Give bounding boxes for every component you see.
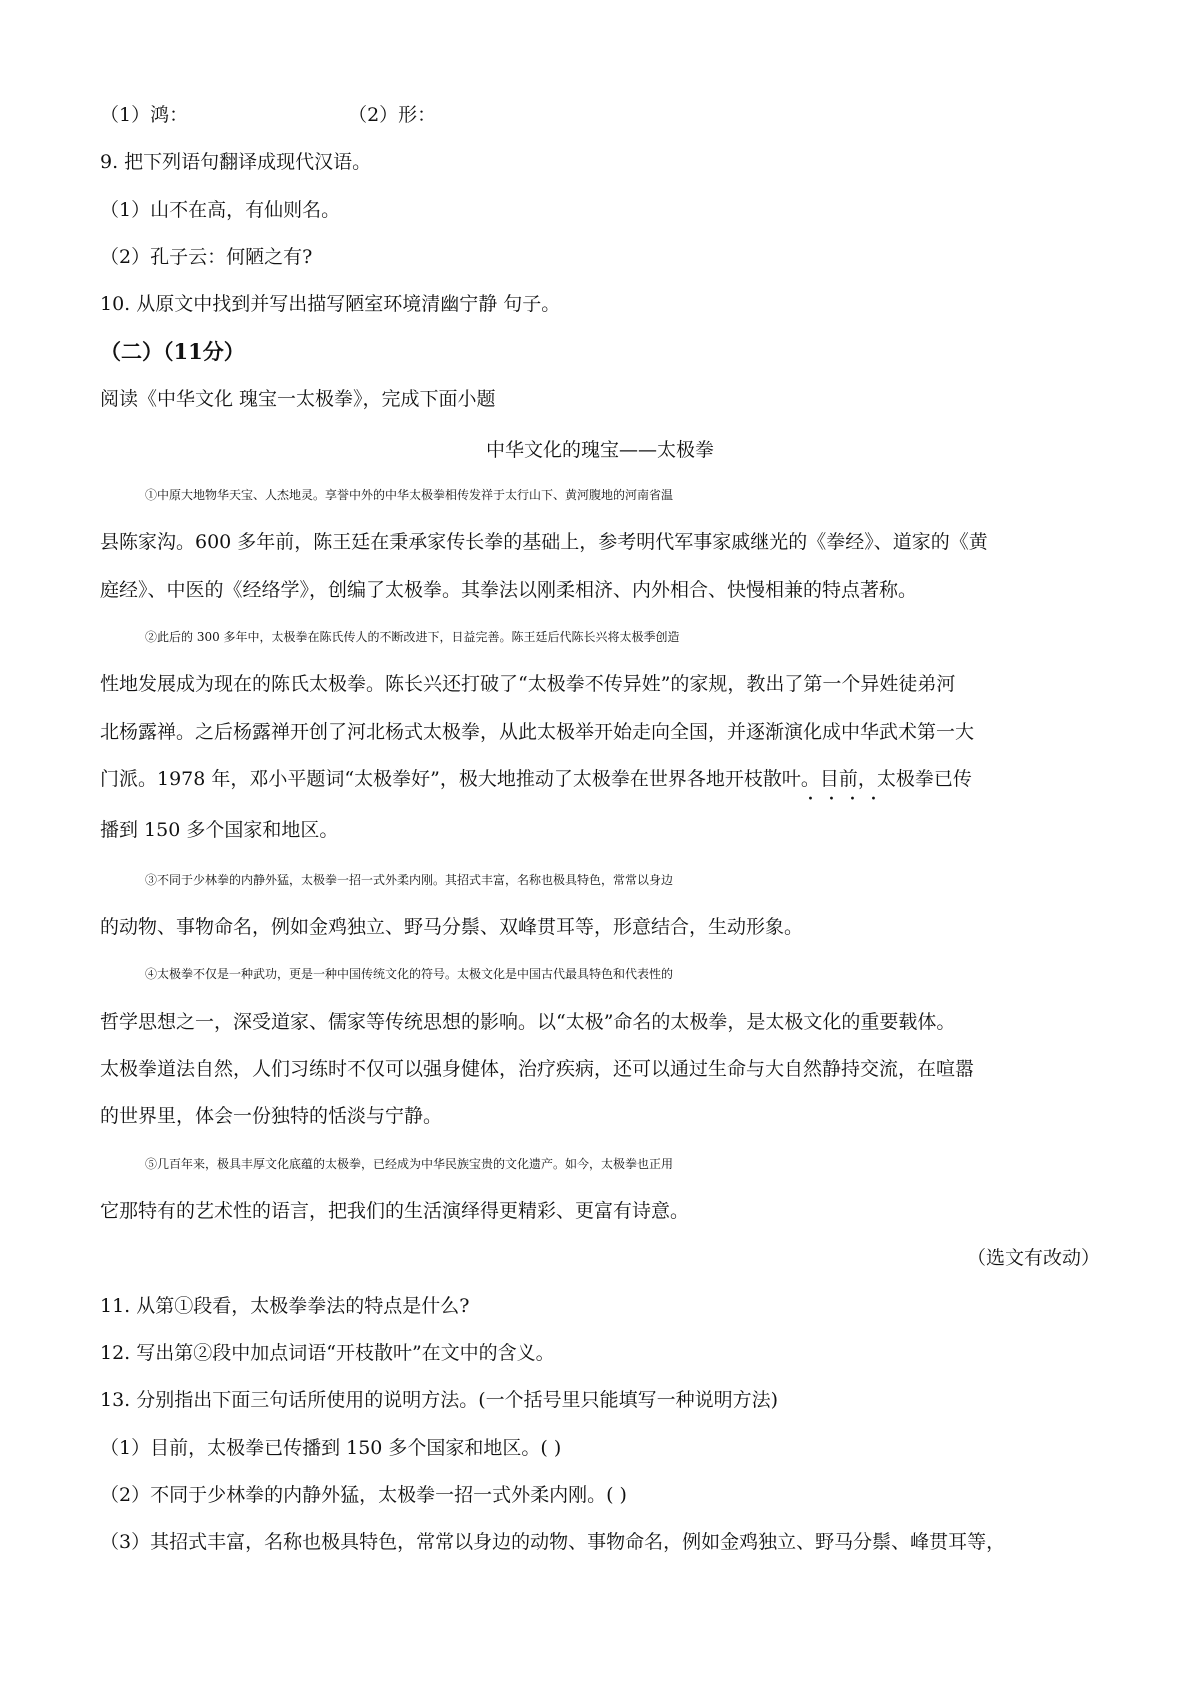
para4-line2: 哲学思想之一，深受道家、儒家等传统思想的影响。以“太极”命名的太极拳，是太极文化的重要载体。 <box>100 1011 956 1033</box>
para2-line4: 门派。1978 年，邓小平题词“太极拳好”，极大地推动了太极拳在世界各地开枝散叶。目前，太极拳已传 <box>100 768 972 790</box>
q13-stem: 13. 分别指出下面三句话所使用的说明方法。(一个括号里只能填写一种说明方法) <box>100 1389 779 1411</box>
emphasis-dots: ···· <box>807 787 891 812</box>
para4-line1: ④太极拳不仅是一种武功，更是一种中国传统文化的符号。太极文化是中国古代最具特色和代表性的 <box>145 967 674 981</box>
para4-line3: 太极拳道法自然，人们习练时不仅可以强身健体，治疗疾病，还可以通过生命与大自然静持交流，在喧嚣 <box>100 1058 975 1080</box>
para3-line1: ③不同于少林拳的内静外猛，太极拳一招一式外柔内刚。其招式丰富，名称也极具特色，常常以身边 <box>145 873 674 887</box>
q8-items <box>100 103 436 127</box>
article-title: 中华文化的瑰宝——太极拳 <box>485 439 714 461</box>
section-heading: （二）（11分） <box>100 339 245 364</box>
para2-line5: 播到 150 多个国家和地区。 <box>100 819 339 841</box>
para1-line2: 县陈家沟。600 多年前，陈王廷在秉承家传长拳的基础上，参考明代军事家戚继光的《拳经》、道家的《黄 <box>100 531 988 553</box>
q13-sentence-3: （3）其招式丰富，名称也极具特色，常常以身边的动物、事物命名，例如金鸡独立、野马分鬃、峰贯耳等， <box>100 1531 1006 1553</box>
q12-stem: 12. 写出第②段中加点词语“开枝散叶”在文中的含义。 <box>100 1342 555 1364</box>
para5-line1: ⑤几百年来，极具丰厚文化底蕴的太极拳，已经成为中华民族宝贵的文化遗产。如今，太极拳也正用 <box>145 1157 674 1171</box>
para2-line1: ②此后的 300 多年中，太极拳在陈氏传人的不断改进下，日益完善。陈王廷后代陈长兴将太极季创造 <box>145 630 680 644</box>
q9-sentence-2: （2）孔子云：何陋之有? <box>100 246 313 268</box>
para1-line1: ①中原大地物华天宝、人杰地灵。享誉中外的中华太极拳相传发祥于太行山下、黄河腹地的河南省温 <box>145 488 674 502</box>
para2-line2: 性地发展成为现在的陈氏太极拳。陈长兴还打破了“太极拳不传异姓”的家规，教出了第一个异姓徒弟河 <box>100 673 956 695</box>
q8-item-2: （2）形： <box>348 104 437 126</box>
para4-line4: 的世界里，体会一份独特的恬淡与宁静。 <box>100 1105 443 1127</box>
q11-stem: 11. 从第①段看，太极拳拳法的特点是什么? <box>100 1295 470 1317</box>
q10-stem: 10. 从原文中找到并写出描写陋室环境清幽宁静 句子。 <box>100 293 561 315</box>
q13-sentence-1: （1）目前，太极拳已传播到 150 多个国家和地区。( ) <box>100 1437 562 1459</box>
q9-sentence-1: （1）山不在高，有仙则名。 <box>100 199 341 221</box>
section-intro: 阅读《中华文化 瑰宝一太极拳》，完成下面小题 <box>100 388 496 410</box>
q8-item-1: （1）鸿： <box>100 104 189 126</box>
source-note: （选文有改动） <box>966 1247 1100 1269</box>
para2-line3: 北杨露禅。之后杨露禅开创了河北杨式太极拳，从此太极举开始走向全国，并逐渐演化成中华武术第一大 <box>100 721 975 743</box>
q9-stem: 9. 把下列语句翻译成现代汉语。 <box>100 151 372 173</box>
para3-line2: 的动物、事物命名，例如金鸡独立、野马分鬃、双峰贯耳等，形意结合，生动形象。 <box>100 916 804 938</box>
q13-sentence-2: （2）不同于少林拳的内静外猛，太极拳一招一式外柔内刚。( ) <box>100 1484 627 1506</box>
para5-line2: 它那特有的艺术性的语言，把我们的生活演绎得更精彩、更富有诗意。 <box>100 1200 690 1222</box>
para1-line3: 庭经》、中医的《经络学》，创编了太极拳。其拳法以刚柔相济、内外相合、快慢相兼的特点著称。 <box>100 579 918 601</box>
